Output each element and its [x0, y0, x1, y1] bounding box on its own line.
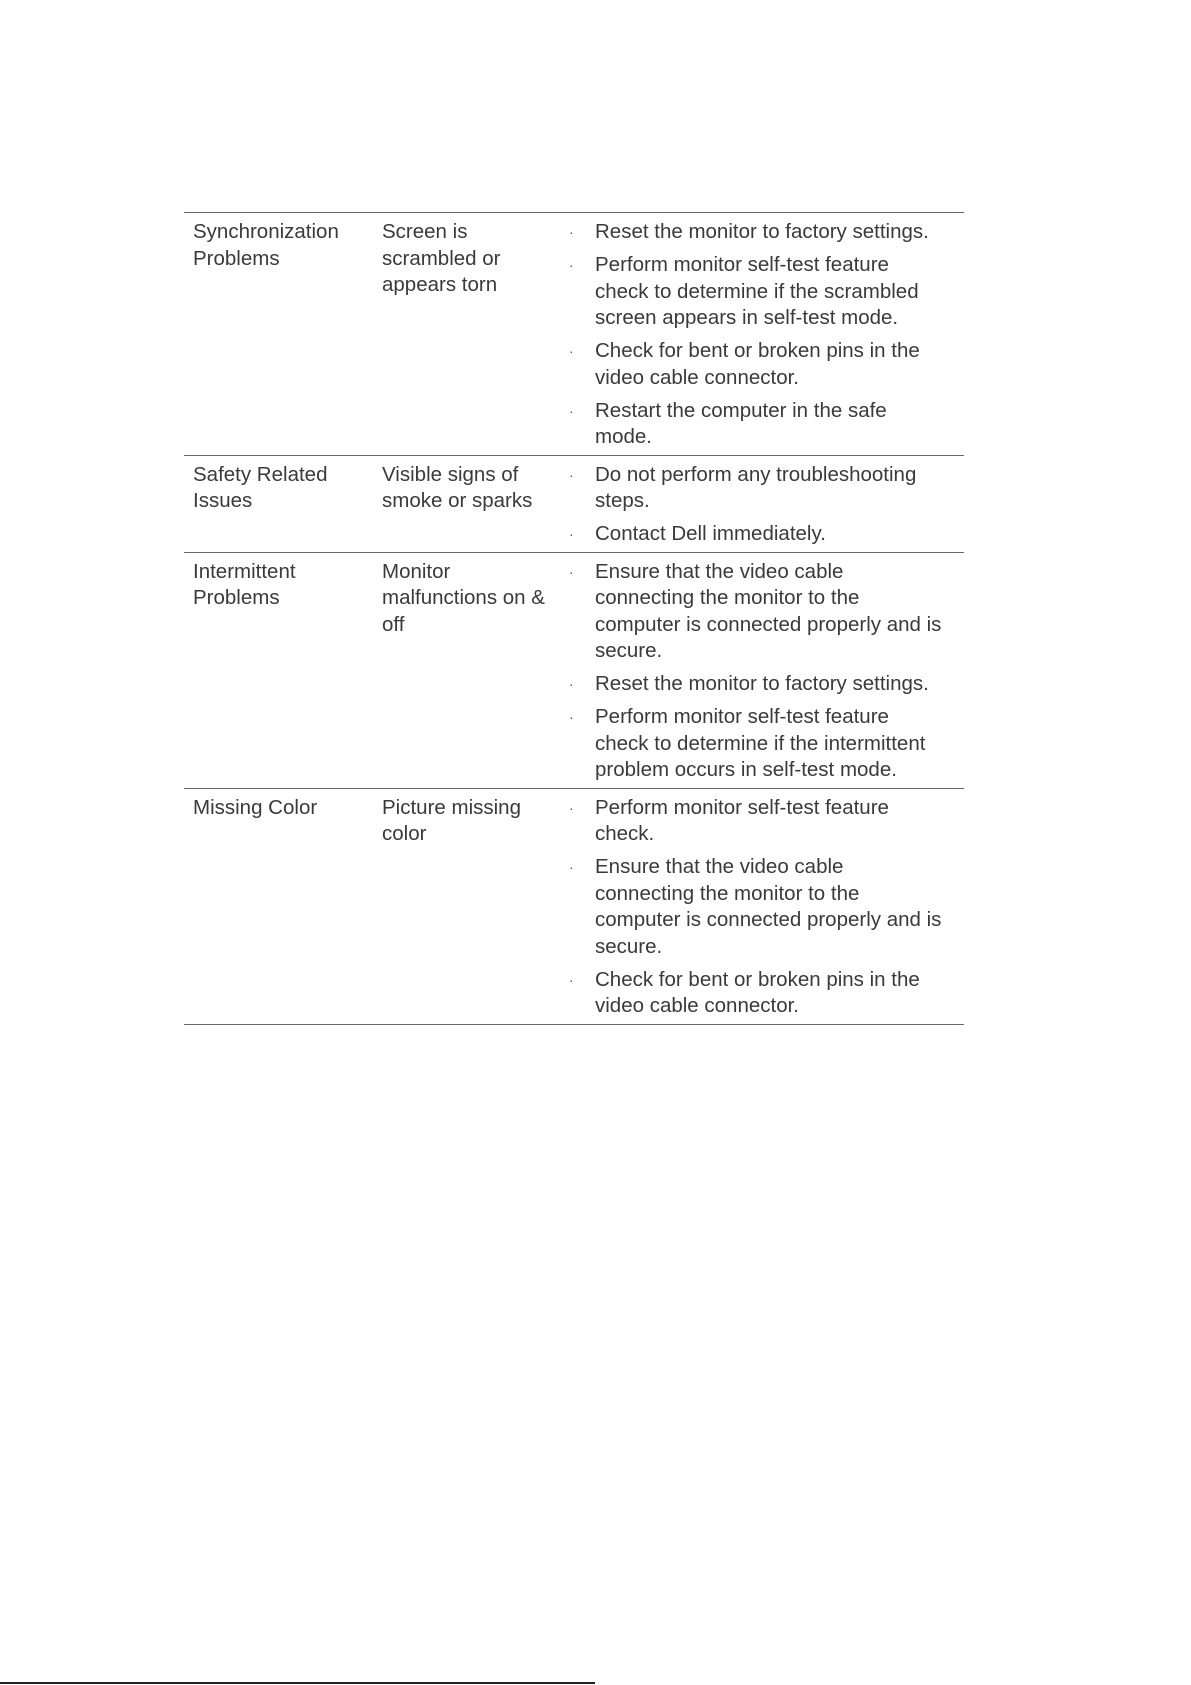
solution-item — [564, 462, 964, 515]
bullet-icon: · — [569, 343, 574, 359]
solution-item — [564, 854, 964, 960]
solution-text: Perform monitor self-test feature check to determine if the intermittent problem occurs in self-test mode. — [595, 705, 926, 781]
solution-text: Check for bent or broken pins in the video cable connector. — [595, 339, 920, 389]
solution-text: Reset the monitor to factory settings. — [595, 220, 929, 243]
bullet-icon: · — [569, 402, 574, 419]
solution-text: Restart the computer in the safe mode. — [595, 398, 887, 448]
solution-item — [564, 559, 964, 665]
table-row — [184, 213, 964, 456]
solution-text: Ensure that the video cable connecting the monitor to the computer is connected properly and is secure. — [595, 559, 942, 662]
symptom-cell: Screen is scrambled or appears torn — [382, 220, 501, 296]
bullet-icon: · — [569, 224, 574, 240]
symptom-cell: Visible signs of smoke or sparks — [382, 462, 533, 512]
solutions-list — [564, 462, 964, 548]
bullet-icon: · — [569, 257, 574, 273]
bullet-icon: · — [569, 859, 574, 875]
solution-text: Perform monitor self-test feature check to determine if the scrambled screen appears in self-test mode. — [595, 253, 919, 329]
solution-text: Perform monitor self-test feature check. — [595, 795, 889, 845]
solution-text: Do not perform any troubleshooting steps. — [595, 462, 917, 512]
troubleshooting-table — [184, 212, 964, 1025]
symptom-cell: Picture missing color — [382, 795, 521, 845]
solutions-list — [564, 219, 964, 451]
solutions-list — [564, 795, 964, 1020]
solution-text: Reset the monitor to factory settings. — [595, 672, 929, 695]
table-row — [184, 789, 964, 1025]
solution-item — [564, 967, 964, 1020]
symptom-cell: Monitor malfunctions on & off — [382, 559, 545, 636]
table-row — [184, 456, 964, 553]
solution-item — [564, 252, 964, 332]
solution-item — [564, 398, 964, 451]
solution-item — [564, 795, 964, 848]
bullet-icon: · — [569, 799, 574, 816]
footer-rule — [0, 1682, 595, 1684]
bullet-icon: · — [569, 466, 574, 483]
solution-text: Ensure that the video cable connecting the monitor to the computer is connected properly and is secure. — [595, 855, 942, 958]
problem-cell: Safety Related Issues — [193, 462, 328, 512]
solution-item — [564, 219, 964, 246]
solution-item — [564, 671, 964, 698]
solution-item — [564, 338, 964, 391]
problem-cell: Synchronization Problems — [193, 220, 339, 270]
bullet-icon: · — [569, 709, 574, 725]
problem-cell: Intermittent Problems — [193, 559, 296, 609]
solutions-list — [564, 559, 964, 784]
bullet-icon: · — [569, 971, 574, 988]
bullet-icon: · — [569, 563, 574, 580]
bullet-icon: · — [569, 676, 574, 692]
solution-item — [564, 521, 964, 548]
solution-text: Check for bent or broken pins in the video cable connector. — [595, 967, 920, 1017]
solution-item — [564, 704, 964, 784]
problem-cell: Missing Color — [193, 795, 318, 819]
table-row — [184, 553, 964, 789]
bullet-icon: · — [569, 526, 574, 542]
solution-text: Contact Dell immediately. — [595, 522, 826, 545]
